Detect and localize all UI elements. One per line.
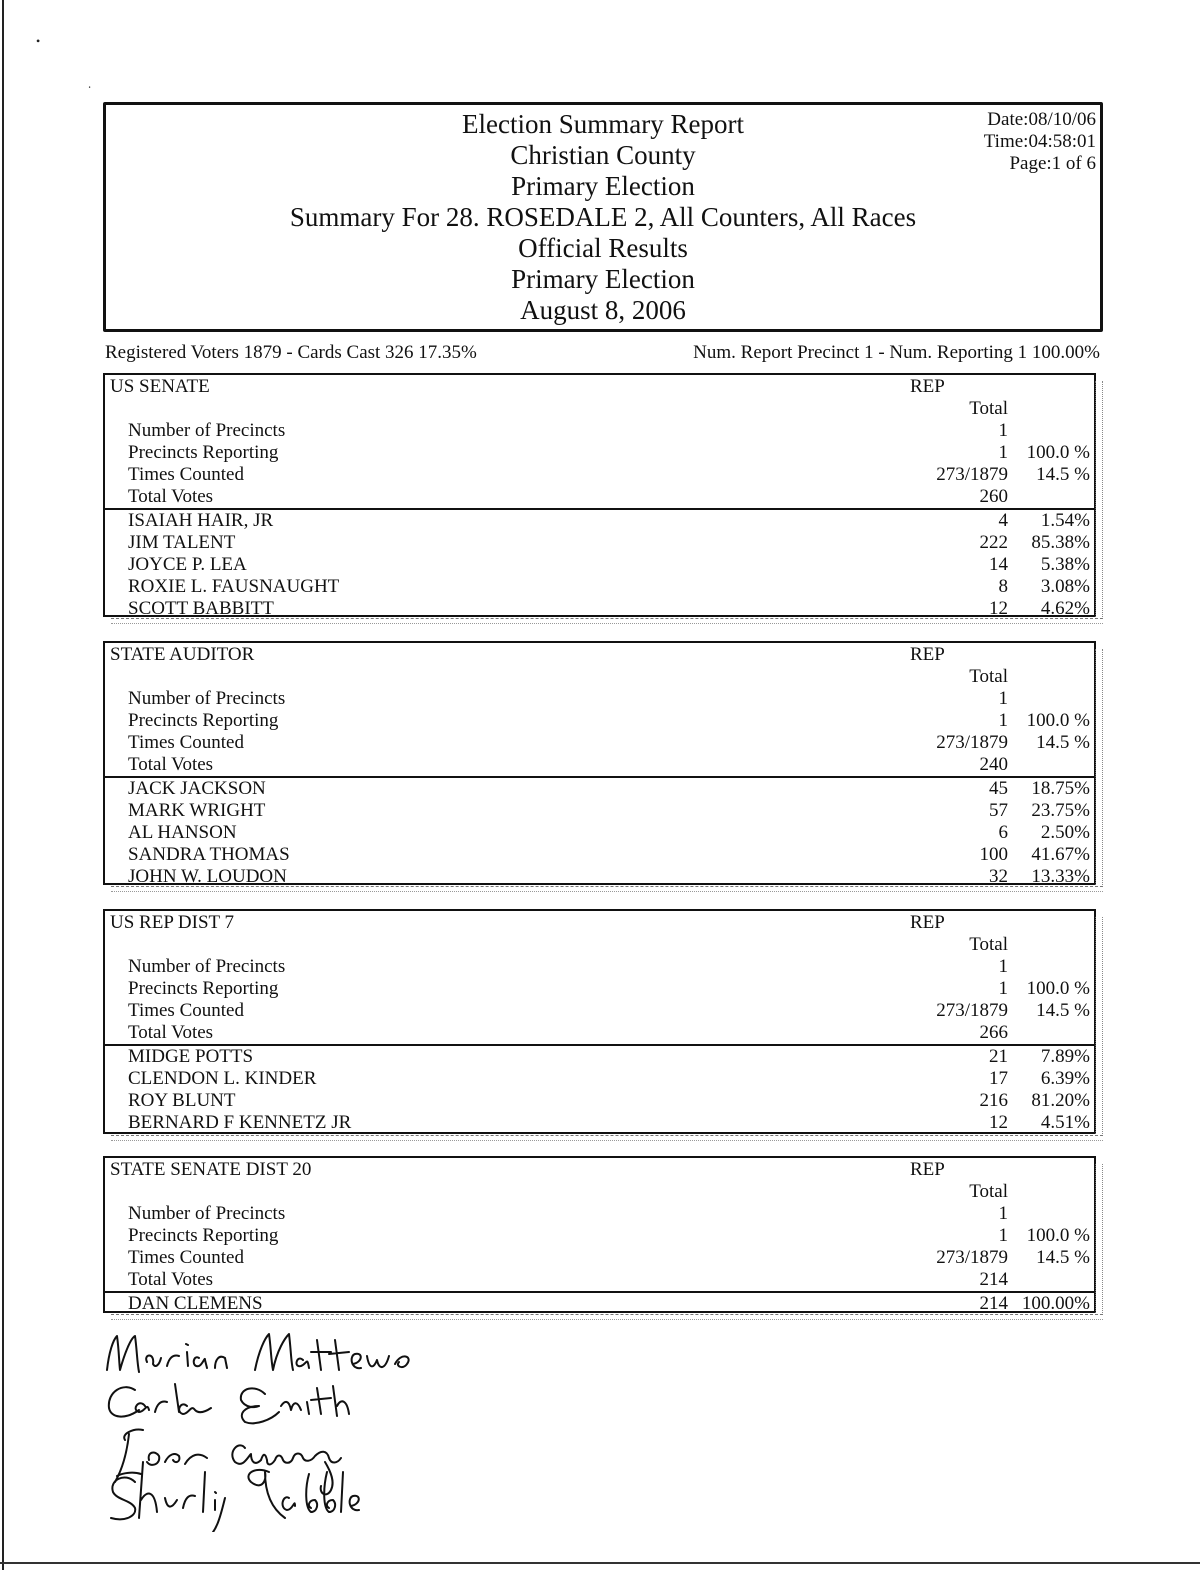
race-title: US SENATE: [110, 376, 210, 397]
candidate-name: JACK JACKSON: [128, 778, 266, 799]
stat-label: Number of Precincts: [128, 1203, 286, 1224]
total-column-header: Total: [969, 1181, 1008, 1202]
stat-label: Times Counted: [128, 464, 244, 485]
stat-row: [105, 978, 1094, 1000]
candidate-votes: 17: [989, 1068, 1008, 1089]
candidate-row: [105, 554, 1094, 576]
stat-value: 1: [998, 978, 1008, 999]
candidate-percent: 13.33%: [1031, 866, 1090, 887]
stat-percent: 100.0 %: [1026, 710, 1090, 731]
stat-value: 260: [979, 486, 1008, 507]
stat-row: [105, 1247, 1094, 1269]
candidate-votes: 8: [998, 576, 1008, 597]
race-box-state-auditor: [103, 641, 1096, 885]
stat-row: [105, 442, 1094, 464]
candidate-votes: 21: [989, 1046, 1008, 1067]
candidate-percent: 1.54%: [1040, 510, 1090, 531]
total-column-header: Total: [969, 934, 1008, 955]
stat-percent: 14.5 %: [1036, 732, 1090, 753]
candidate-votes: 12: [989, 1112, 1008, 1133]
stat-percent: 14.5 %: [1036, 464, 1090, 485]
total-column-header: Total: [969, 666, 1008, 687]
candidate-percent: 23.75%: [1031, 800, 1090, 821]
candidate-percent: 100.00%: [1021, 1293, 1090, 1314]
stat-label: Times Counted: [128, 1000, 244, 1021]
stat-label: Precincts Reporting: [128, 710, 279, 731]
stat-value: 1: [998, 420, 1008, 441]
stat-value: 1: [998, 956, 1008, 977]
report-meta: [984, 109, 1096, 175]
candidate-percent: 81.20%: [1031, 1090, 1090, 1111]
candidate-row: [105, 598, 1094, 620]
registered-voters-summary: Registered Voters 1879 - Cards Cast 326 17.35%: [105, 342, 477, 363]
stat-value: 273/1879: [936, 1000, 1008, 1021]
stat-label: Total Votes: [128, 1022, 214, 1043]
candidate-row: [105, 1112, 1094, 1134]
candidate-votes: 57: [989, 800, 1008, 821]
county-name: Christian County: [510, 140, 696, 170]
stat-row: [105, 486, 1094, 508]
candidate-name: JIM TALENT: [128, 532, 236, 553]
stat-value: 1: [998, 710, 1008, 731]
race-rows: [105, 956, 1094, 1134]
report-title-block: [106, 109, 1100, 326]
page-number: Page:1 of 6: [1009, 153, 1096, 174]
election-type-repeat: Primary Election: [511, 264, 695, 294]
candidate-votes: 6: [998, 822, 1008, 843]
candidate-name: MIDGE POTTS: [128, 1046, 254, 1067]
candidate-row: [105, 1046, 1094, 1068]
candidate-name: BERNARD F KENNETZ JR: [128, 1112, 352, 1133]
candidate-name: SANDRA THOMAS: [128, 844, 290, 865]
candidate-row: [105, 866, 1094, 888]
candidate-row: [105, 1068, 1094, 1090]
candidate-row: [105, 1090, 1094, 1112]
candidate-name: JOYCE P. LEA: [128, 554, 247, 575]
candidate-votes: 214: [979, 1293, 1008, 1314]
candidate-votes: 100: [979, 844, 1008, 865]
scan-artifact: [111, 1135, 1103, 1141]
candidate-name: ROXIE L. FAUSNAUGHT: [128, 576, 340, 597]
scan-artifact: [111, 618, 1103, 624]
stat-row: [105, 688, 1094, 710]
race-box-us-rep-dist-7: [103, 909, 1096, 1134]
stat-percent: 14.5 %: [1036, 1000, 1090, 1021]
stat-value: 273/1879: [936, 1247, 1008, 1268]
stat-row: [105, 1022, 1094, 1044]
report-time: Time:04:58:01: [983, 131, 1096, 152]
race-title: US REP DIST 7: [110, 912, 235, 933]
candidate-name: JOHN W. LOUDON: [128, 866, 287, 887]
page-edge: [0, 1562, 1200, 1564]
candidate-percent: 6.39%: [1040, 1068, 1090, 1089]
election-type: Primary Election: [511, 171, 695, 201]
candidate-percent: 85.38%: [1031, 532, 1090, 553]
scan-artifact: [111, 886, 1103, 892]
candidate-votes: 14: [989, 554, 1008, 575]
stat-label: Number of Precincts: [128, 956, 286, 977]
page-edge: [2, 0, 4, 1570]
candidate-row: [105, 844, 1094, 866]
stat-label: Total Votes: [128, 486, 214, 507]
scan-artifact: [1095, 1164, 1103, 1315]
candidate-row: [105, 778, 1094, 800]
stat-percent: 100.0 %: [1026, 442, 1090, 463]
stat-value: 1: [998, 1203, 1008, 1224]
race-title: STATE SENATE DIST 20: [110, 1159, 312, 1180]
candidate-percent: 18.75%: [1031, 778, 1090, 799]
candidate-votes: 45: [989, 778, 1008, 799]
results-status: Official Results: [518, 233, 688, 263]
signature-carla-smith: [109, 1384, 349, 1423]
candidate-percent: 41.67%: [1031, 844, 1090, 865]
stat-label: Number of Precincts: [128, 420, 286, 441]
scan-artifact: [111, 1314, 1103, 1320]
stat-value: 273/1879: [936, 464, 1008, 485]
report-title: Election Summary Report: [462, 109, 744, 139]
report-date: Date:08/10/06: [987, 109, 1096, 130]
candidate-percent: 4.62%: [1040, 598, 1090, 619]
candidate-row: [105, 532, 1094, 554]
stat-label: Number of Precincts: [128, 688, 286, 709]
summary-scope: Summary For 28. ROSEDALE 2, All Counters, All Races: [289, 202, 917, 232]
stat-row: [105, 1000, 1094, 1022]
signatures: [95, 1322, 515, 1532]
stat-row: [105, 754, 1094, 776]
scan-artifact: [1095, 649, 1103, 887]
stat-value: 1: [998, 442, 1008, 463]
election-date: August 8, 2006: [520, 295, 686, 325]
stat-row: [105, 1203, 1094, 1225]
candidate-percent: 2.50%: [1040, 822, 1090, 843]
candidate-name: CLENDON L. KINDER: [128, 1068, 317, 1089]
stat-label: Total Votes: [128, 754, 214, 775]
candidate-percent: 4.51%: [1040, 1112, 1090, 1133]
stat-row: [105, 464, 1094, 486]
stat-row: [105, 710, 1094, 732]
candidate-name: ROY BLUNT: [128, 1090, 236, 1111]
stat-value: 1: [998, 688, 1008, 709]
party-label: REP: [910, 644, 945, 665]
candidate-row: [105, 576, 1094, 598]
report-header: [103, 102, 1103, 332]
race-box-us-senate: [103, 373, 1096, 617]
stat-row: [105, 956, 1094, 978]
race-rows: [105, 1203, 1094, 1315]
candidate-votes: 4: [998, 510, 1008, 531]
stat-percent: 100.0 %: [1026, 1225, 1090, 1246]
candidate-name: AL HANSON: [128, 822, 237, 843]
race-rows: [105, 688, 1094, 888]
candidate-name: SCOTT BABBITT: [128, 598, 274, 619]
race-rows: [105, 420, 1094, 620]
party-label: REP: [910, 912, 945, 933]
stat-percent: 100.0 %: [1026, 978, 1090, 999]
candidate-votes: 12: [989, 598, 1008, 619]
stat-percent: 14.5 %: [1036, 1247, 1090, 1268]
stat-value: 240: [979, 754, 1008, 775]
party-label: REP: [910, 376, 945, 397]
candidate-row: [105, 510, 1094, 532]
candidate-row: [105, 800, 1094, 822]
candidate-name: ISAIAH HAIR, JR: [128, 510, 274, 531]
stat-row: [105, 420, 1094, 442]
candidate-votes: 222: [979, 532, 1008, 553]
stat-label: Precincts Reporting: [128, 442, 279, 463]
scan-artifact: [1095, 917, 1103, 1136]
signature-shirley-riddle: [111, 1462, 359, 1532]
scan-speck: ∙: [88, 80, 91, 94]
signature-marian-matthews: [107, 1334, 409, 1372]
candidate-percent: 3.08%: [1040, 576, 1090, 597]
stat-row: [105, 732, 1094, 754]
scan-artifact: [1095, 381, 1103, 619]
stat-label: Precincts Reporting: [128, 978, 279, 999]
candidate-row: [105, 822, 1094, 844]
race-box-state-senate-dist-20: [103, 1156, 1096, 1313]
candidate-votes: 32: [989, 866, 1008, 887]
candidate-name: MARK WRIGHT: [128, 800, 266, 821]
total-column-header: Total: [969, 398, 1008, 419]
candidate-percent: 5.38%: [1040, 554, 1090, 575]
party-label: REP: [910, 1159, 945, 1180]
scan-speck: •: [36, 34, 41, 48]
stat-label: Precincts Reporting: [128, 1225, 279, 1246]
stat-value: 266: [979, 1022, 1008, 1043]
candidate-votes: 216: [979, 1090, 1008, 1111]
stat-value: 1: [998, 1225, 1008, 1246]
candidate-row: [105, 1293, 1094, 1315]
candidate-percent: 7.89%: [1040, 1046, 1090, 1067]
candidate-name: DAN CLEMENS: [128, 1293, 263, 1314]
race-title: STATE AUDITOR: [110, 644, 255, 665]
precinct-reporting-summary: Num. Report Precinct 1 - Num. Reporting 1 100.00%: [693, 342, 1100, 363]
stat-row: [105, 1225, 1094, 1247]
stat-value: 214: [979, 1269, 1008, 1290]
stat-row: [105, 1269, 1094, 1291]
stat-label: Times Counted: [128, 732, 244, 753]
stat-value: 273/1879: [936, 732, 1008, 753]
stat-label: Total Votes: [128, 1269, 214, 1290]
stat-label: Times Counted: [128, 1247, 244, 1268]
